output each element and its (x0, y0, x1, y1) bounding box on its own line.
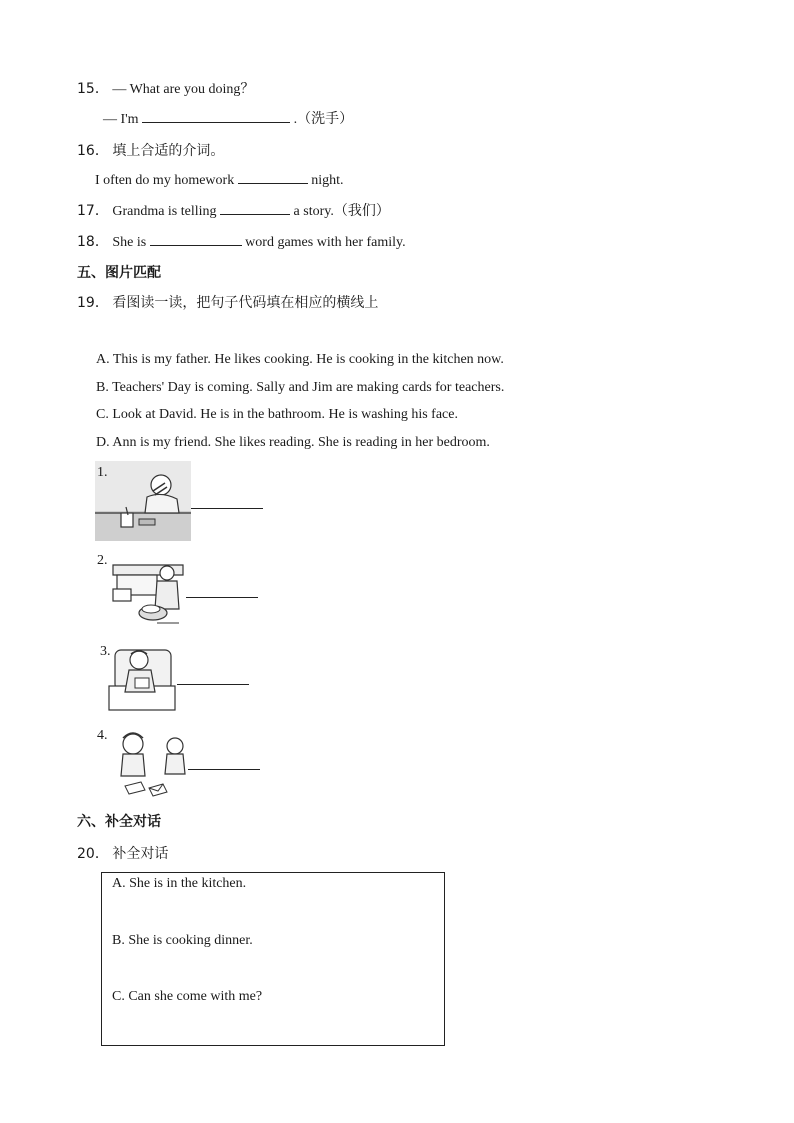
picture-label: 2. (97, 553, 108, 568)
q19-line (77, 292, 378, 312)
q19-option-b: B. Teachers' Day is coming. Sally and Jim are making cards for teachers. (96, 380, 505, 395)
q17-line (77, 200, 390, 220)
question-number: 18． (77, 234, 109, 250)
q16-answer-blank[interactable] (238, 171, 308, 184)
q17-answer-blank[interactable] (220, 202, 290, 215)
question-number: 20． (77, 846, 109, 862)
picture-1-answer-blank[interactable] (191, 508, 263, 509)
q19-option-c: C. Look at David. He is in the bathroom. He is washing his face. (96, 407, 458, 422)
q15-line1 (77, 78, 254, 98)
question-number: 16． (77, 143, 109, 159)
picture-label: 1. (97, 465, 108, 480)
dialogue-options-box (101, 872, 445, 1046)
q18-answer-blank[interactable] (150, 233, 242, 246)
section-title: 六、补全对话 (77, 814, 161, 830)
picture-label: 4. (97, 728, 108, 743)
q19-option-d: D. Ann is my friend. She likes reading. She is reading in her bedroom. (96, 435, 490, 450)
picture-3-answer-blank[interactable] (177, 684, 249, 685)
q16-sentence-prefix: I often do my homework (95, 173, 235, 188)
q16-prompt: 填上合适的介词。 (112, 143, 225, 159)
q15-question: — What are you doing？ (112, 82, 255, 97)
q18-suffix: word games with her family. (245, 235, 406, 250)
q16-sentence-suffix: night. (311, 173, 344, 188)
making-cards-picture (95, 724, 189, 802)
q15-answer-prefix: — I'm (103, 112, 139, 127)
q19-option-a: A. This is my father. He likes cooking. He is cooking in the kitchen now. (96, 352, 504, 367)
q15-line2 (103, 108, 353, 128)
cooking-picture (95, 551, 187, 631)
picture-label: 3. (100, 644, 111, 659)
question-number: 19． (77, 295, 109, 311)
q20-option-c: C. Can she come with me? (112, 989, 263, 1004)
picture-2-answer-blank[interactable] (186, 597, 258, 598)
section-title: 五、图片匹配 (77, 265, 161, 281)
q17-prefix: Grandma is telling (112, 204, 217, 219)
q18-prefix: She is (112, 235, 147, 250)
question-number: 17． (77, 203, 109, 219)
q16-line1 (77, 140, 224, 160)
q20-option-b: B. She is cooking dinner. (112, 933, 253, 948)
q17-suffix: a story.（我们） (293, 204, 390, 219)
q19-prompt: 看图读一读，把句子代码填在相应的横线上 (112, 295, 379, 311)
q20-option-a: A. She is in the kitchen. (112, 876, 247, 891)
q20-line (77, 843, 168, 863)
q15-answer-suffix: .（洗手） (293, 112, 354, 127)
question-number: 15． (77, 81, 109, 97)
q15-answer-blank[interactable] (142, 110, 290, 123)
q20-prompt: 补全对话 (112, 846, 169, 862)
picture-4-answer-blank[interactable] (188, 769, 260, 770)
washing-face-picture (95, 461, 191, 541)
q16-line2 (95, 171, 343, 189)
reading-picture (95, 640, 177, 718)
q18-line (77, 231, 406, 251)
